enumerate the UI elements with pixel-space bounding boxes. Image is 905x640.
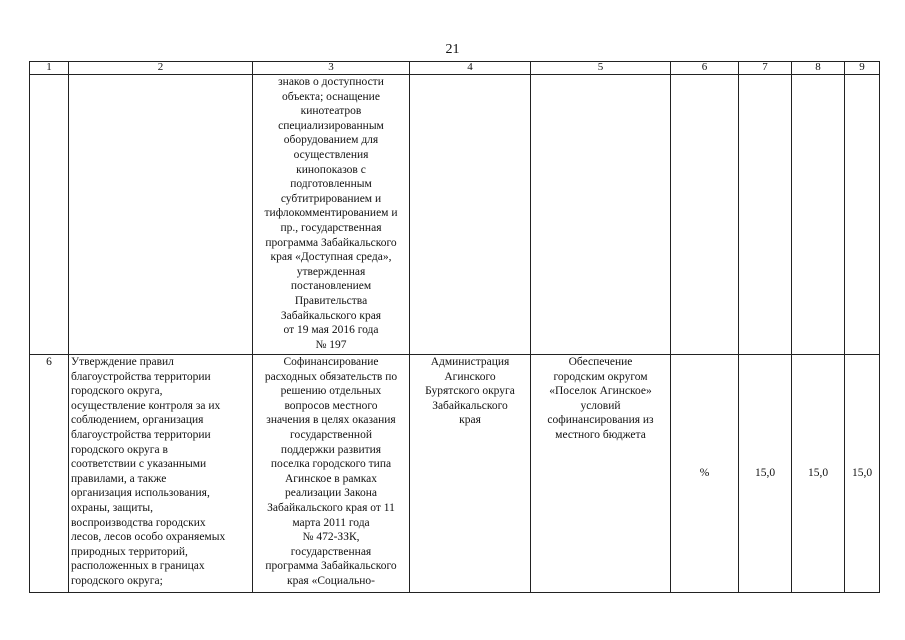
column-header: 5 [531,62,671,75]
column-header: 4 [410,62,531,75]
value-cell: 15,0 [845,355,880,593]
table-cell [792,75,845,355]
authority-description-cell: Утверждение правил благоустройства территории городского округа, осуществление контроля за их соблюдением, организация благоустройства территории городского округа в соответствии с указанными правилами, а также организация использования, охраны, защиты, воспроизводства городских лесов, лесов особо охраняемых природных территорий, расположенных в границах городского округа; [69,355,253,593]
table-cell [671,75,739,355]
column-number-header [30,62,880,75]
program-table [29,61,880,593]
column-header: 1 [30,62,69,75]
table-row-6 [30,355,880,593]
measure-description-cell: Софинансирование расходных обязательств по решению отдельных вопросов местного значения в целях оказания государственной поддержки развития поселка городского типа Агинское в рамках реализации Закона Забайкальского края от 11 марта 2011 года № 472-ЗЗК, государственная программа Забайкальского края «Социально- [253,355,410,593]
page-number: 21 [445,42,460,57]
table-cell [30,75,69,355]
column-header: 9 [845,62,880,75]
value-cell: 15,0 [739,355,792,593]
column-header: 2 [69,62,253,75]
column-header: 8 [792,62,845,75]
row-number-cell: 6 [30,355,69,593]
value-cell: 15,0 [792,355,845,593]
table-cell [410,75,531,355]
table-cell [531,75,671,355]
column-header: 3 [253,62,410,75]
table-cell [739,75,792,355]
unit-cell: % [671,355,739,593]
table-cell [69,75,253,355]
column-header: 6 [671,62,739,75]
responsible-executor-cell: Администрация Агинского Бурятского округа Забайкальского края [410,355,531,593]
indicator-name-cell: Обеспечение городским округом «Поселок Агинское» условий софинансирования из местного бюджета [531,355,671,593]
measure-description-cell: знаков о доступности объекта; оснащение кинотеатров специализированным оборудованием для осуществления кинопоказов с подготовленным субтитрированием и тифлокомментированием и пр., государственная программа Забайкальского края «Доступная среда», утвержденная постановлением Правительства Забайкальского края от 19 мая 2016 года № 197 [253,75,410,355]
column-header: 7 [739,62,792,75]
table-row-continued [30,75,880,355]
table-cell [845,75,880,355]
